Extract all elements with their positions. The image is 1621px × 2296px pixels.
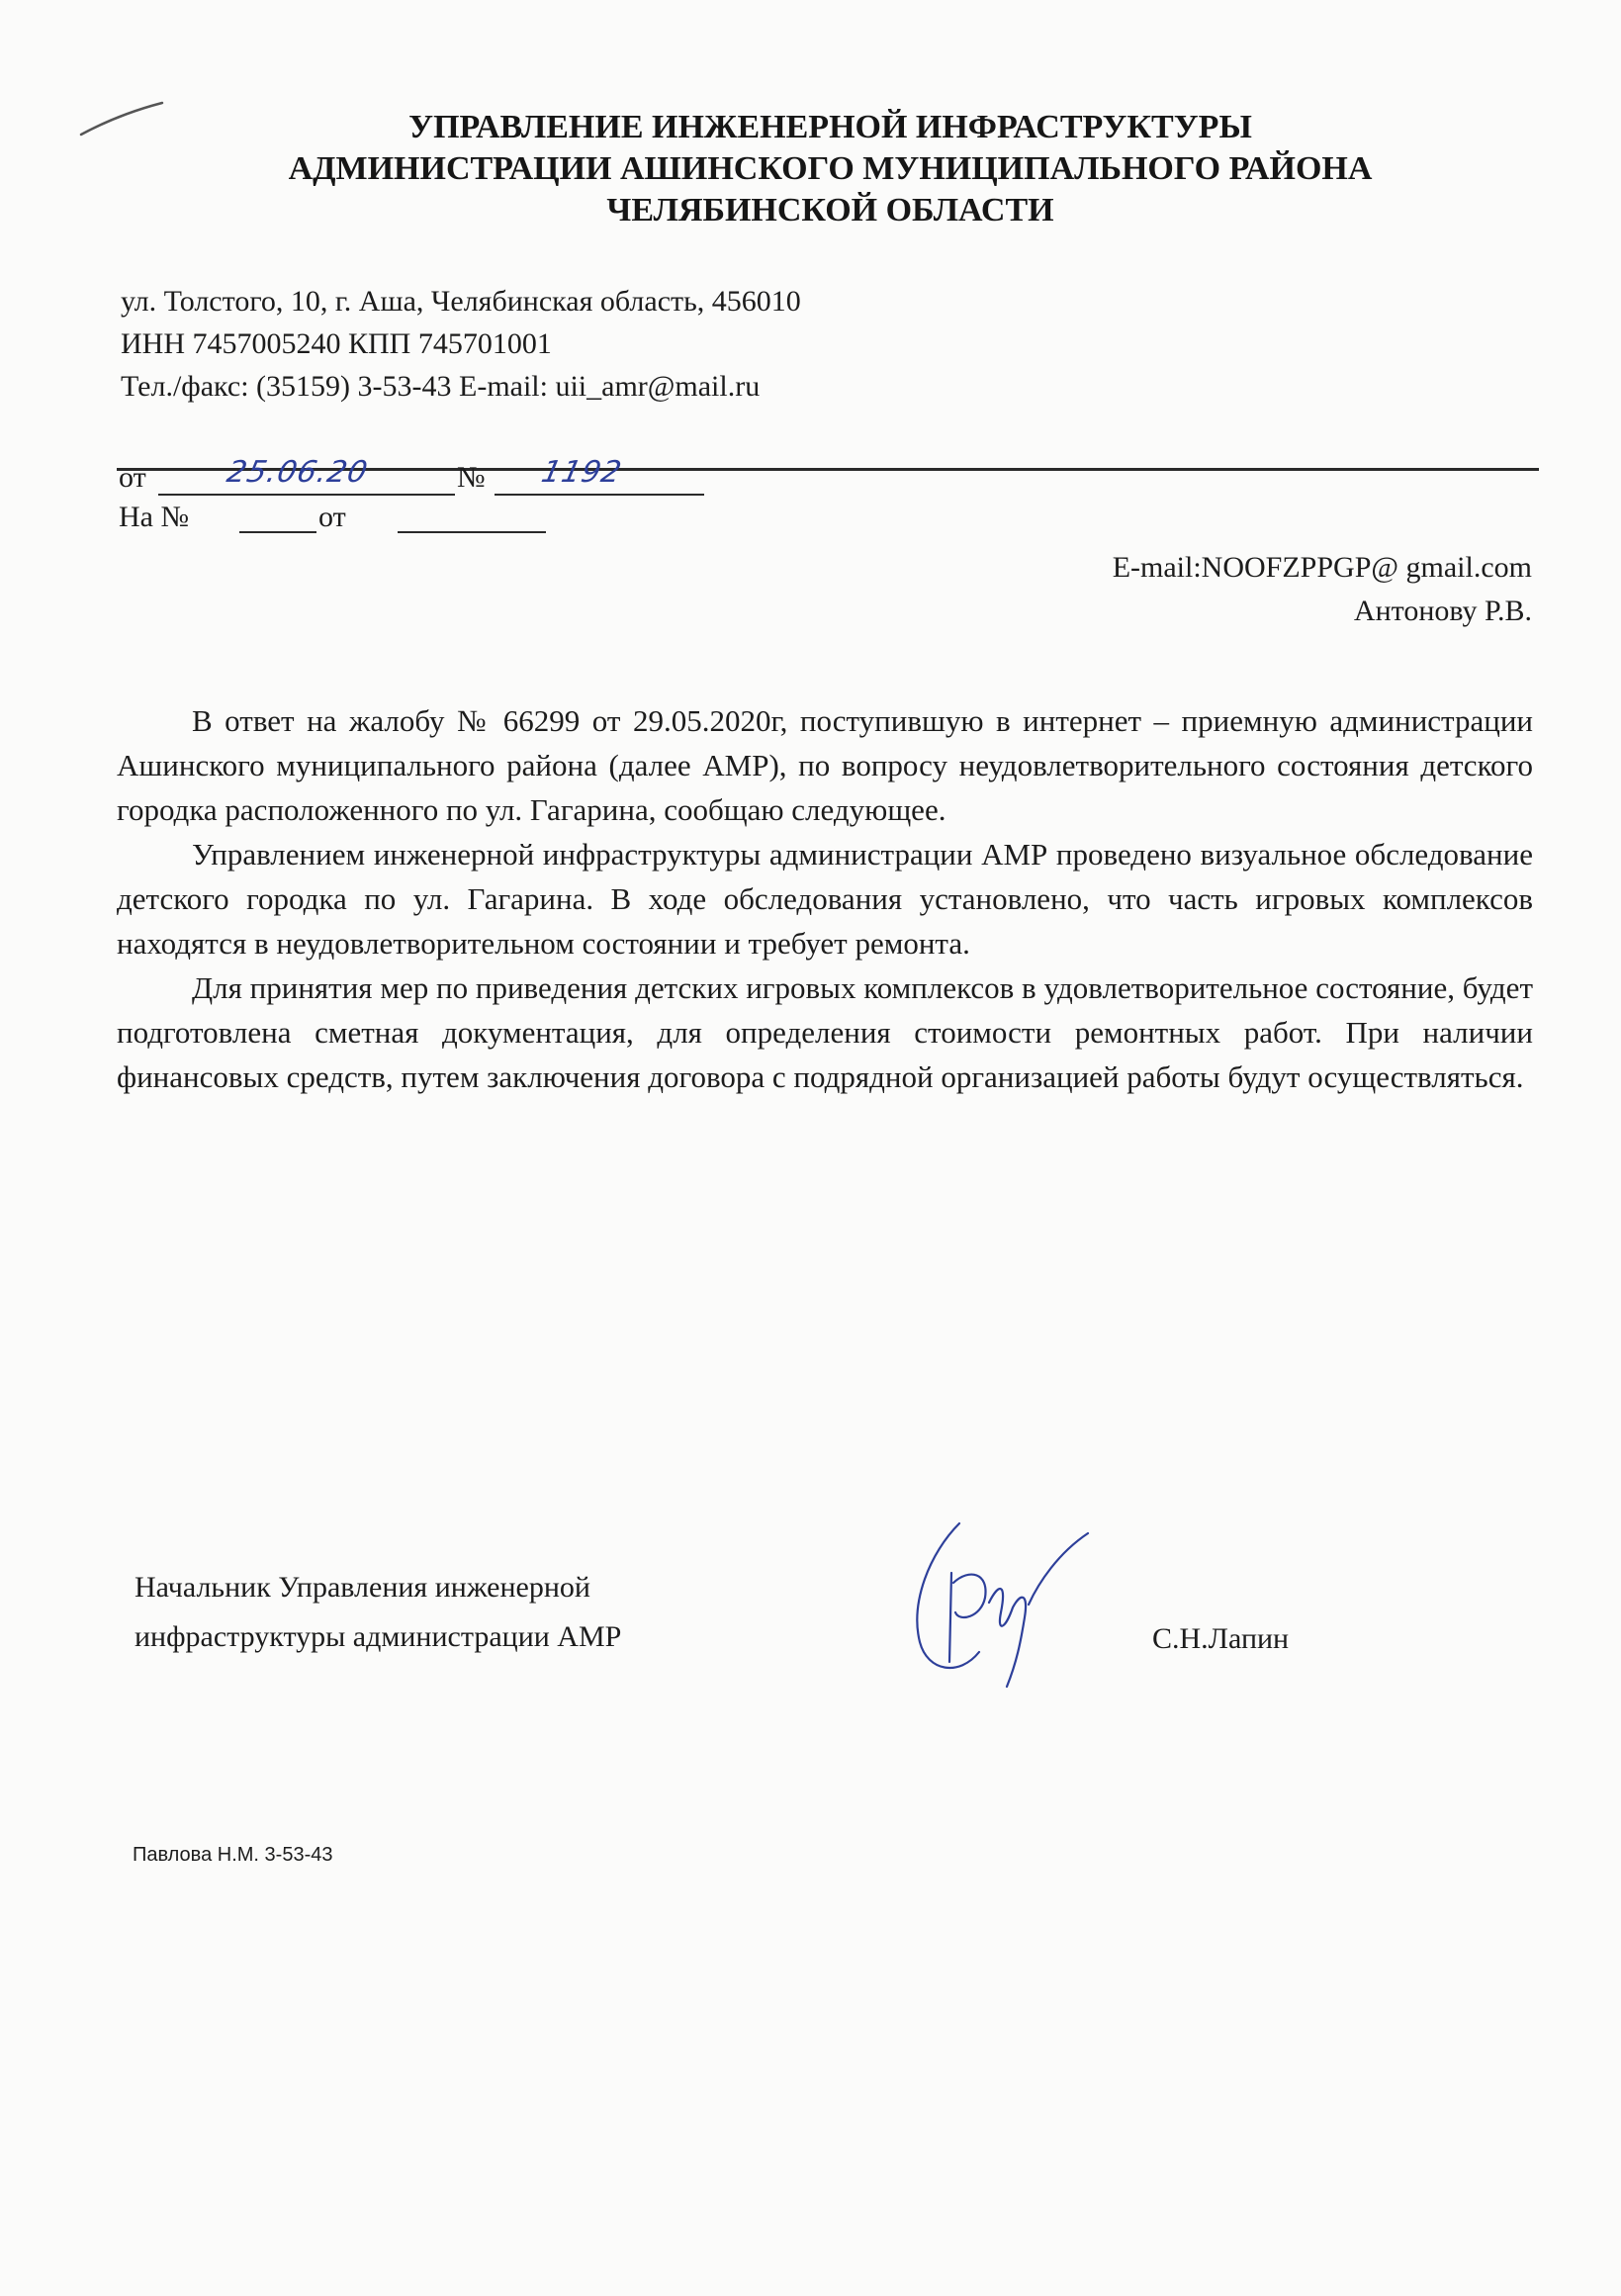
letterhead (0, 107, 1621, 231)
signer-name: С.Н.Лапин (1152, 1622, 1290, 1655)
number-underline (495, 494, 704, 496)
reply-from-label: от (318, 501, 346, 533)
letterhead-line-1: УПРАВЛЕНИЕ ИНЖЕНЕРНОЙ ИНФРАСТРУКТУРЫ (408, 109, 1252, 145)
outgoing-ref-row (119, 461, 146, 495)
letterhead-line-3: ЧЕЛЯБИНСКОЙ ОБЛАСТИ (606, 192, 1054, 229)
recipient-email: E-mail:NOOFZPPGP@ gmail.com (1112, 551, 1532, 584)
body-paragraph-3: Для принятия мер по приведения детских игровых комплексов в удовлетворительное состояние, будет подготовлена сметная документация, для определения стоимости ремонтных работ. При наличии финансовых средств, путем заключения договора с подрядной организацией работы будут осуществляться. (117, 970, 1533, 1094)
body-paragraph-2: Управлением инженерной инфраструктуры администрации АМР проведено визуальное обследование детского городка по ул. Гагарина. В ходе обследования установлено, что часть игровых комплексов находятся в неудовлетворительном состоянии и требует ремонта. (117, 837, 1533, 961)
tax-id-line: ИНН 7457005240 КПП 745701001 (121, 327, 552, 360)
handwritten-signature (890, 1514, 1108, 1692)
contact-line: Тел./факс: (35159) 3-53-43 E-mail: uii_amr@mail.ru (121, 370, 761, 403)
handwritten-number: 1192 (538, 455, 626, 490)
reply-number-underline (239, 531, 316, 533)
signer-position-line-2: инфраструктуры администрации АМР (135, 1620, 622, 1653)
address-line: ул. Толстого, 10, г. Аша, Челябинская область, 456010 (121, 285, 801, 318)
address-block (121, 280, 801, 408)
recipient-name: Антонову Р.В. (1353, 595, 1532, 627)
body-paragraph-1: В ответ на жалобу № 66299 от 29.05.2020г, поступившую в интернет – приемную администрации Ашинского муниципального района (далее АМР), по вопросу неудовлетворительного состояния детского городка расположенного по ул. Гагарина, сообщаю следующее. (117, 703, 1533, 827)
letterhead-line-2: АДМИНИСТРАЦИИ АШИНСКОГО МУНИЦИПАЛЬНОГО РАЙОНА (288, 150, 1373, 187)
letter-body (117, 698, 1533, 1099)
signer-position (135, 1563, 621, 1662)
from-label: от (119, 461, 146, 494)
signer-position-line-1: Начальник Управления инженерной (135, 1571, 590, 1604)
date-underline (158, 494, 455, 496)
number-label: № (457, 461, 486, 494)
handwritten-date: 25.06.20 (224, 455, 372, 490)
executor-note: Павлова Н.М. 3-53-43 (133, 1844, 333, 1866)
recipient-block (1113, 546, 1532, 633)
reply-date-underline (398, 531, 546, 533)
reply-label: На № (119, 501, 190, 533)
